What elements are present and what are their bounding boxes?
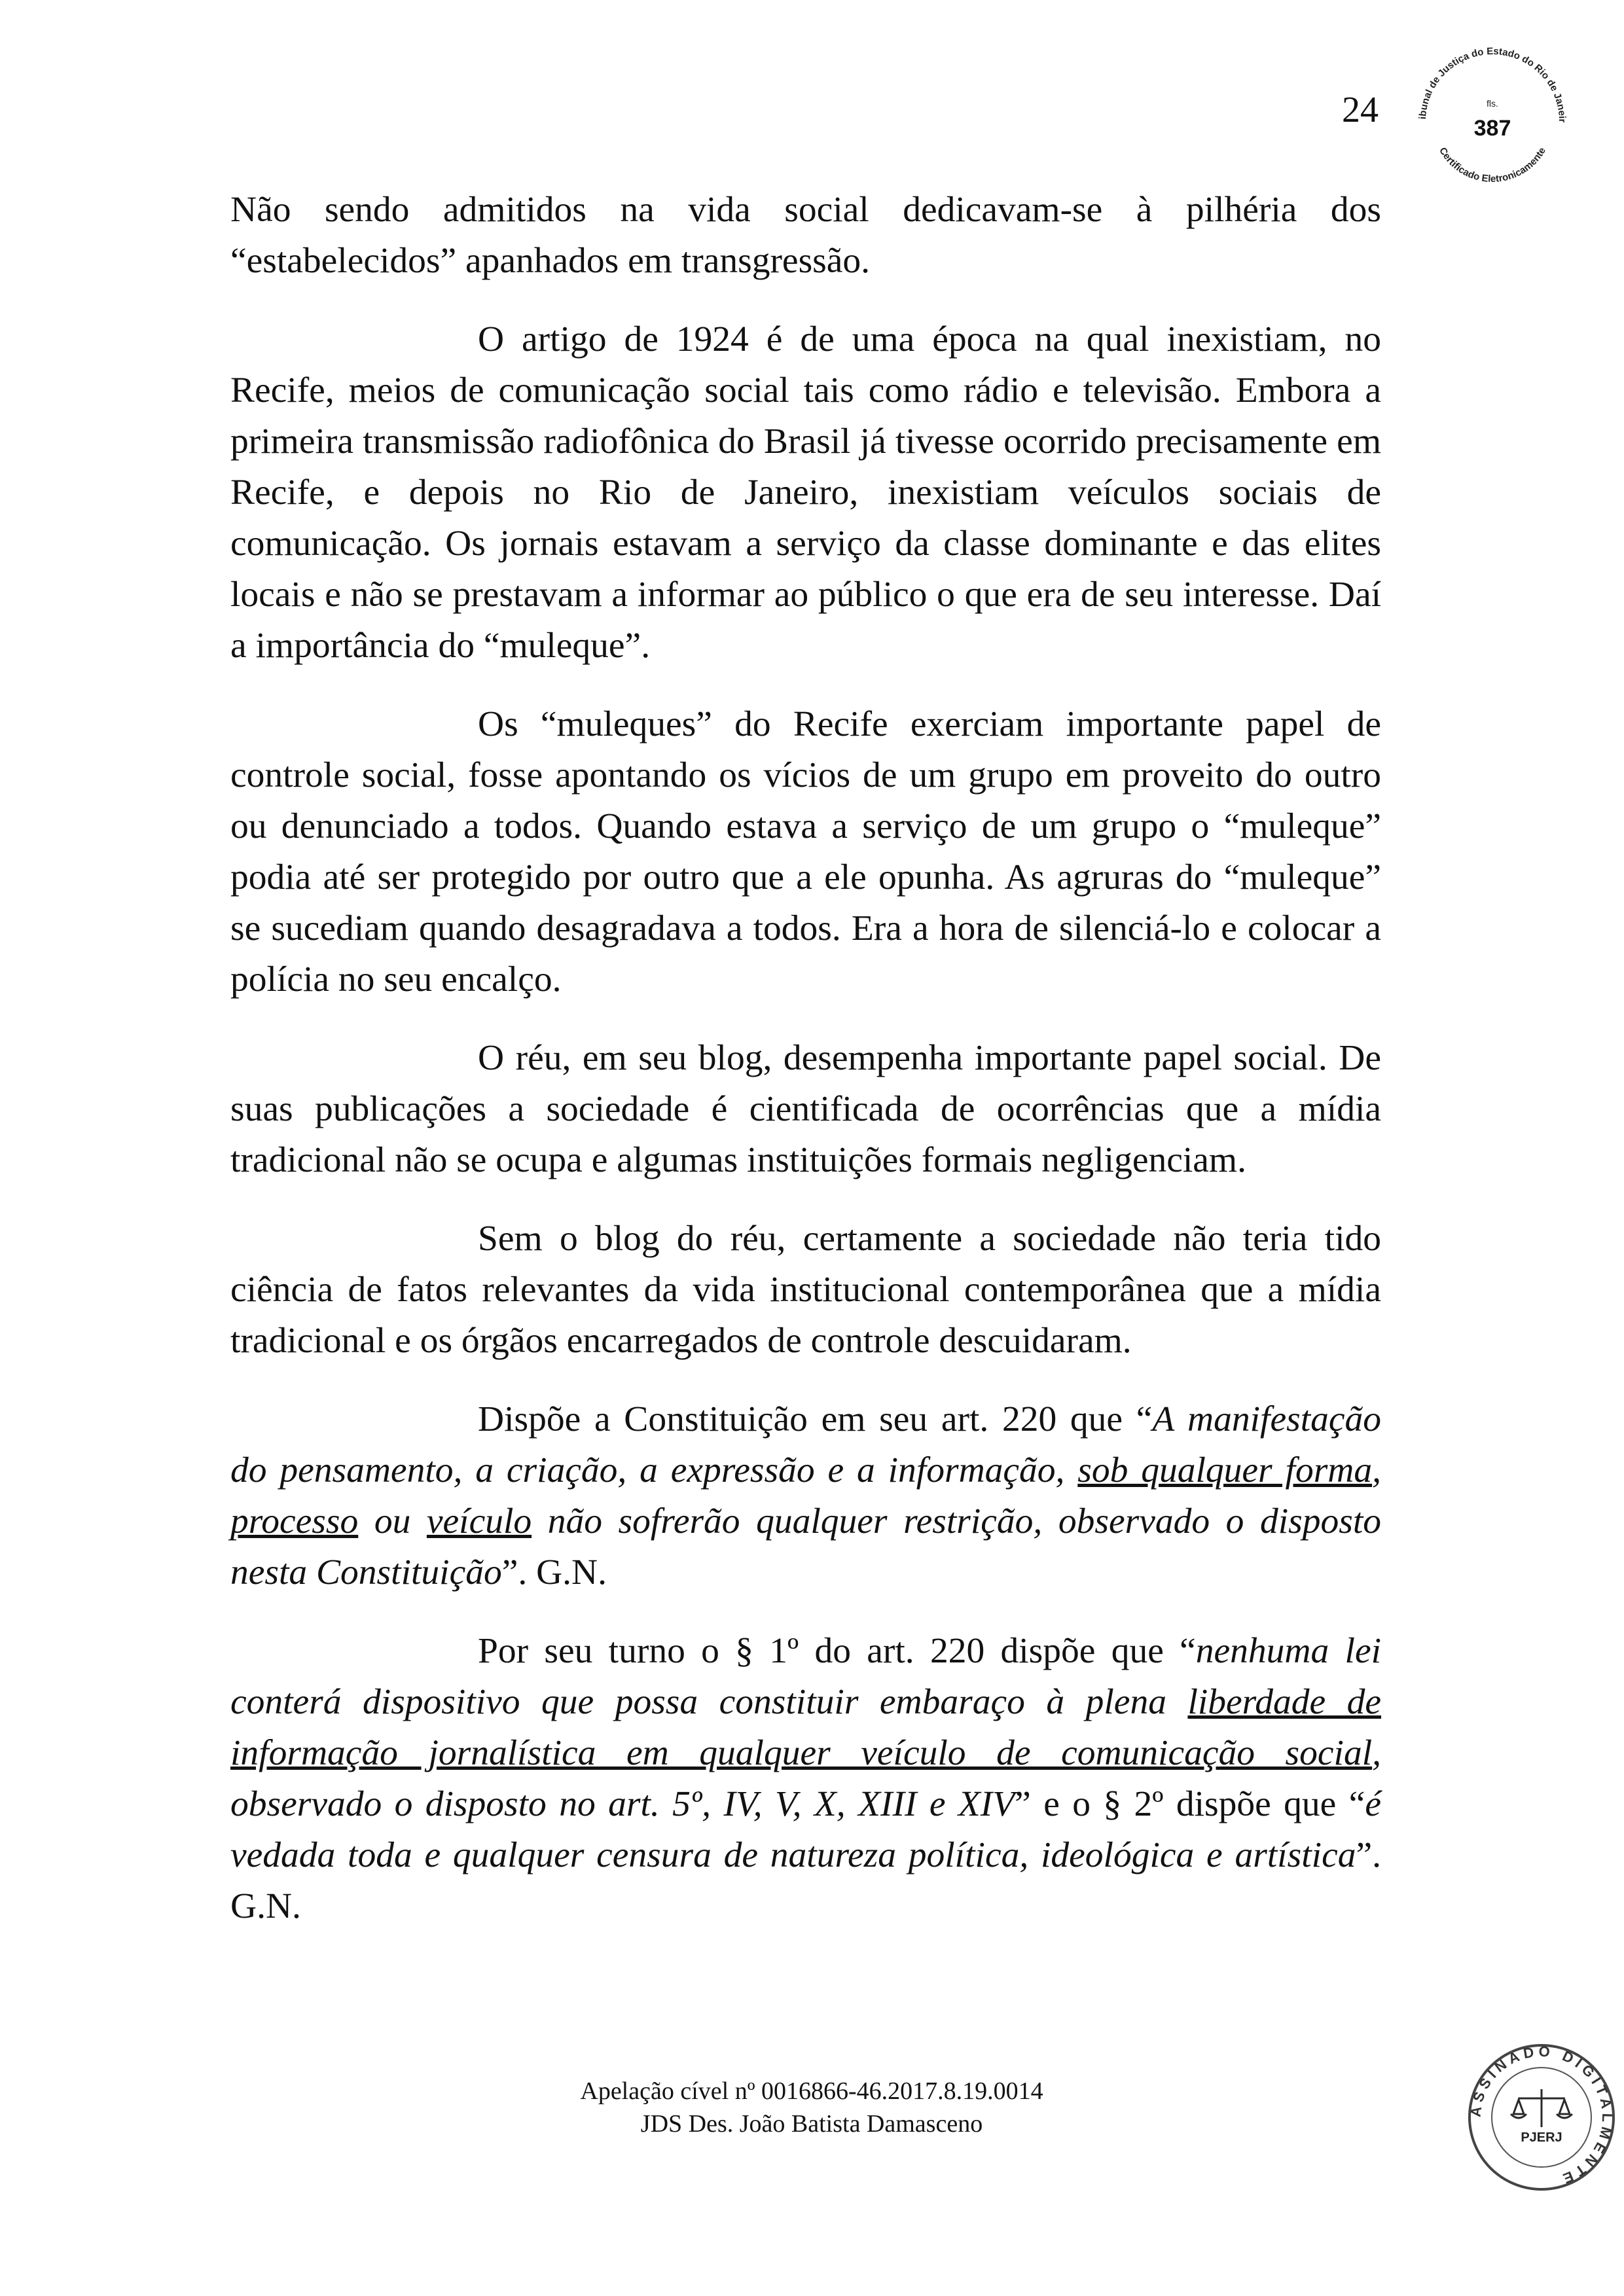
page-footer xyxy=(458,2075,1165,2140)
p7-quote-2: , observado o disposto no art. 5º, IV, V, X, XIII e XIV xyxy=(230,1733,1381,1824)
footer-judge-name: JDS Des. João Batista Damasceno xyxy=(640,2110,983,2138)
p6-underline-3: veículo xyxy=(426,1501,532,1541)
paragraph-5: Sem o blog do réu, certamente a sociedade não teria tido ciência de fatos relevantes da vida institucional contemporânea que a mídia tradicional e os órgãos encarregados de controle descuidaram. xyxy=(230,1219,1381,1361)
court-stamp-sheet-number: 387 xyxy=(1473,116,1511,141)
paragraph-4: O réu, em seu blog, desempenha importante papel social. De suas publicações a sociedade é cientificada de ocorrências que a mídia tradicional não se ocupa e algumas instituições formais negligenciam. xyxy=(230,1038,1381,1180)
paragraph-2: O artigo de 1924 é de uma época na qual inexistiam, no Recife, meios de comunicação social tais como rádio e televisão. Embora a primeira transmissão radiofônica do Brasil já tivesse ocorrido precisamente em Recife, e depois no Rio de Janeiro, inexistiam veículos sociais de comunicação. Os jornais estavam a serviço da classe dominante e das elites locais e não se prestavam a informar ao público o que era de seu interesse. Daí a importância do “muleque”. xyxy=(230,319,1381,666)
p6-quote-2: , xyxy=(1372,1450,1381,1490)
p6-quote-1: A manifestação do pensamento, a criação, a expressão e a informação, xyxy=(230,1399,1381,1490)
p6-underline-2: processo xyxy=(230,1501,359,1541)
p6-underline-1: sob qualquer forma xyxy=(1077,1450,1373,1490)
p6-text-2: ”. G.N. xyxy=(501,1552,607,1592)
court-stamp-bottom-text: Certificado Eletronicamente xyxy=(1437,145,1548,185)
seal-ring-text: ASSINADO DIGITALMENTE xyxy=(1467,2043,1616,2189)
seal-emblem-text: PJERJ xyxy=(1521,2130,1562,2145)
court-stamp-graphic xyxy=(1407,36,1578,206)
p7-text-2: ” e o § 2º dispõe que “ xyxy=(1015,1784,1365,1824)
p7-text-1: Por seu turno o § 1º do art. 220 dispõe que “ xyxy=(478,1631,1196,1671)
court-certification-stamp xyxy=(1407,36,1578,206)
p7-text-3: ”. G.N. xyxy=(230,1835,1381,1926)
digital-signature-seal xyxy=(1466,2042,1617,2193)
p7-quote-3: é vedada toda e qualquer censura de natureza política, ideológica e artística xyxy=(230,1784,1381,1875)
p6-text-1: Dispõe a Constituição em seu art. 220 que “ xyxy=(478,1399,1153,1439)
court-stamp-fls-label: fls. xyxy=(1487,98,1498,109)
p6-quote-4: não sofrerão qualquer restrição, observado o disposto nesta Constituição xyxy=(230,1501,1381,1592)
document-body xyxy=(230,185,1381,1960)
court-stamp-ring-text: ibunal de Justiça do Estado do Rio de Janeir xyxy=(1417,45,1568,123)
scales-of-justice-icon xyxy=(1511,2089,1572,2127)
page-number: 24 xyxy=(1342,90,1379,130)
paragraph-3: Os “muleques” do Recife exerciam importante papel de controle social, fosse apontando os vícios de um grupo em proveito do outro ou denunciado a todos. Quando estava a serviço de um grupo o “muleque” podia até ser protegido por outro que a ele opunha. As agruras do “muleque” se sucediam quando desagradava a todos. Era a hora de silenciá-lo e colocar a polícia no seu encalço. xyxy=(230,704,1381,999)
footer-case-number: Apelação cível nº 0016866-46.2017.8.19.0014 xyxy=(580,2077,1043,2105)
p7-quote-1: nenhuma lei conterá dispositivo que possa constituir embaraço à plena xyxy=(230,1631,1381,1722)
p7-underline-1: liberdade de informação jornalística em qualquer veículo de comunicação social xyxy=(230,1682,1381,1773)
p6-quote-3: ou xyxy=(358,1501,427,1541)
seal-graphic xyxy=(1466,2042,1617,2193)
paragraph-1: Não sendo admitidos na vida social dedicavam-se à pilhéria dos “estabelecidos” apanhados em transgressão. xyxy=(230,190,1381,281)
paragraph-7-art-220-paragraphs xyxy=(230,1626,1381,1932)
paragraph-6-constitution-art-220 xyxy=(230,1394,1381,1598)
